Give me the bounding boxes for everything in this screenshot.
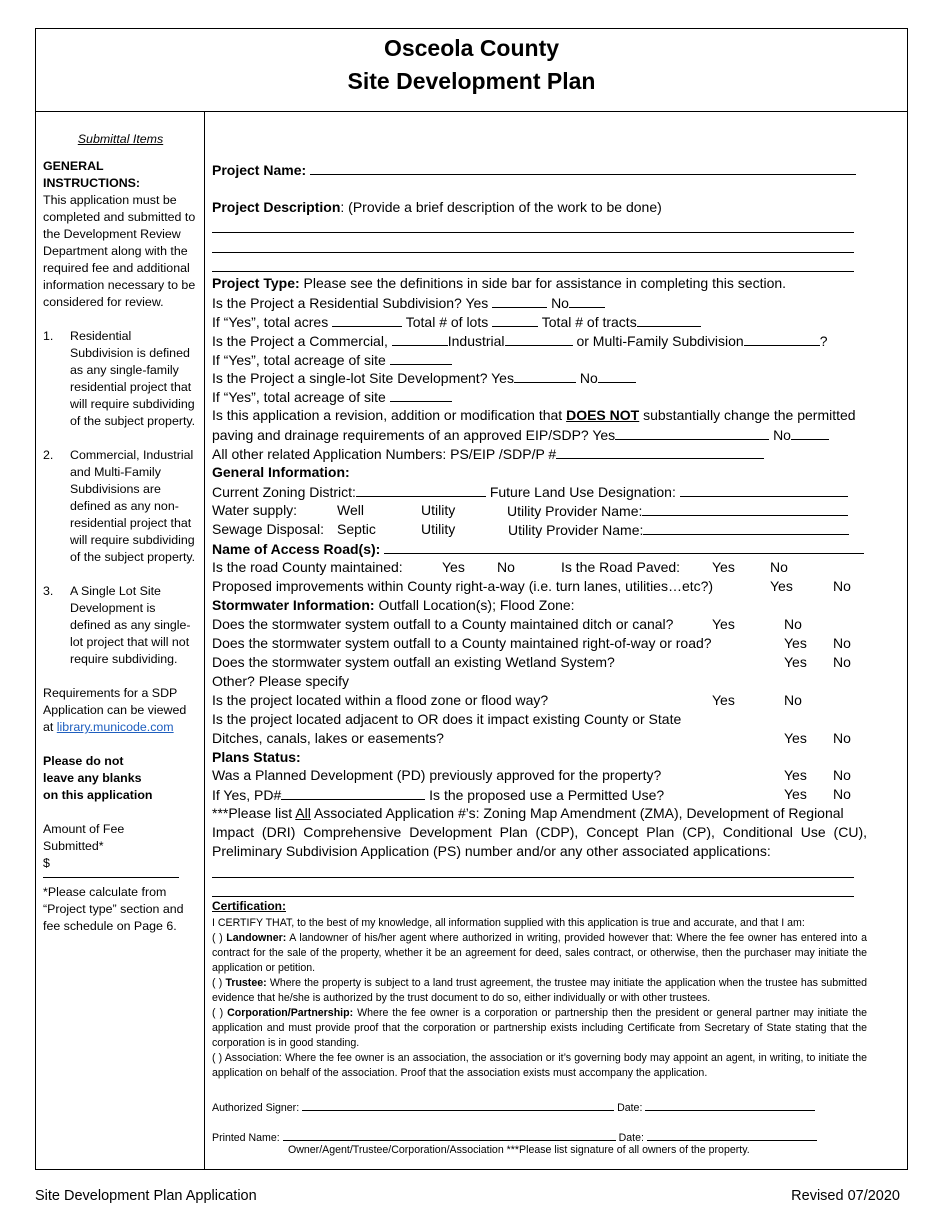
- no-blanks-note: Please do not leave any blanks on this application: [43, 754, 153, 802]
- project-type-row: Project Type: Please see the definitions in side bar for assistance in completing this section.: [212, 275, 787, 291]
- storm-q3: Does the stormwater system outfall an existing Wetland System?: [212, 654, 615, 670]
- form-title: Site Development Plan: [347, 68, 596, 94]
- pd-no[interactable]: No: [833, 767, 851, 783]
- corporation-clause: ( ) Corporation/Partnership: Where the fee owner is a corporation or partnership then the president or general partner may initiate the application and must provide proof that the corporation or partnership exists including Certificate from Secretary of State stating that the corporation is in good standing.: [212, 1007, 867, 1049]
- single-lot-question: Is the Project a single-lot Site Development? Yes No: [212, 368, 636, 388]
- storm-q3-yes[interactable]: Yes: [784, 654, 807, 670]
- municode-link[interactable]: library.municode.com: [56, 720, 174, 734]
- authorized-signer-row: Authorized Signer: Date:: [212, 1099, 815, 1114]
- access-road-field[interactable]: [384, 539, 864, 554]
- landowner-clause: ( ) Landowner: A landowner of his/her agent where authorized in writing, provided however that: Where the fee owner has entered into a contract for the sale of the property, whether it be an agreement for deed, sales contract, or otherwise, then the purchaser may initiate the application or petition.: [212, 932, 868, 974]
- road-county-no[interactable]: No: [497, 559, 515, 575]
- water-well-option[interactable]: Well: [337, 502, 364, 518]
- project-description-row: Project Description: (Provide a brief description of the work to be done): [212, 199, 662, 215]
- storm-q3-no[interactable]: No: [833, 654, 851, 670]
- fee-input-line[interactable]: [43, 877, 179, 878]
- certification-intro: I CERTIFY THAT, to the best of my knowledge, all information supplied with this application is true and accurate, and that I am:: [212, 917, 805, 929]
- definitions-list: [43, 328, 198, 668]
- authorized-signer-field[interactable]: [302, 1099, 614, 1111]
- fee-label: Amount of Fee Submitted*: [43, 822, 125, 853]
- residential-question: Is the Project a Residential Subdivision? Yes No: [212, 293, 605, 313]
- zoning-field[interactable]: [356, 482, 486, 497]
- other-specify: Other? Please specify: [212, 673, 349, 689]
- revision-question-cont: paving and drainage requirements of an approved EIP/SDP? Yes No: [212, 425, 829, 445]
- footer-revision: Revised 07/2020: [791, 1188, 900, 1204]
- association-checkbox[interactable]: ( ): [212, 1052, 223, 1064]
- total-acres-field[interactable]: [332, 312, 402, 327]
- total-tracts-field[interactable]: [637, 312, 701, 327]
- definition-item: 1. Residential Subdivision is defined as any single-family residential project that will require subdividing of the subject property.: [43, 329, 196, 428]
- printed-name-field[interactable]: [283, 1129, 616, 1141]
- industrial-field[interactable]: [505, 331, 573, 346]
- commercial-acreage-field[interactable]: [390, 350, 452, 365]
- single-no-field[interactable]: [598, 368, 636, 383]
- storm-q2-yes[interactable]: Yes: [784, 635, 807, 651]
- form-header: [36, 29, 907, 112]
- calc-note: *Please calculate from “Project type” section and fee schedule on Page 6.: [43, 885, 184, 933]
- storm-q1-no[interactable]: No: [784, 616, 802, 632]
- pd-yes[interactable]: Yes: [784, 767, 807, 783]
- pd-number-field[interactable]: [281, 785, 425, 800]
- water-provider-row: Utility Provider Name:: [507, 501, 848, 521]
- commercial-question: Is the Project a Commercial, Industrial or Multi-Family Subdivision ?: [212, 333, 828, 349]
- certification-heading: Certification:: [212, 899, 287, 913]
- description-line[interactable]: [212, 252, 854, 253]
- pd-number-row: If Yes, PD# Is the proposed use a Permitted Use?: [212, 787, 665, 803]
- improvements-question: Proposed improvements within County right-a-way (i.e. turn lanes, utilities…etc?): [212, 578, 714, 594]
- printed-name-row: Printed Name: Date:: [212, 1129, 817, 1144]
- signer-date-field[interactable]: [645, 1099, 815, 1111]
- road-county-yes[interactable]: Yes: [442, 559, 465, 575]
- description-line[interactable]: [212, 232, 854, 233]
- other-apps-row: All other related Application Numbers: PS/EIP /SDP/P #: [212, 444, 764, 464]
- flu-field[interactable]: [680, 482, 848, 497]
- res-yes-field[interactable]: [492, 293, 547, 308]
- flood-no[interactable]: No: [784, 692, 802, 708]
- commercial-acreage-row: If “Yes”, total acreage of site: [212, 350, 452, 370]
- project-name-field[interactable]: [310, 160, 856, 175]
- landowner-checkbox[interactable]: ( ): [212, 932, 223, 944]
- road-paved-yes[interactable]: Yes: [712, 559, 735, 575]
- acres-row: If “Yes”, total acres Total # of lots Total # of tracts: [212, 312, 701, 332]
- other-apps-field[interactable]: [556, 444, 764, 459]
- general-info-heading: General Information:: [212, 464, 350, 480]
- adjacent-no[interactable]: No: [833, 730, 851, 746]
- total-lots-field[interactable]: [492, 312, 538, 327]
- res-no-field[interactable]: [569, 293, 605, 308]
- revision-yes-field[interactable]: [615, 425, 769, 440]
- water-supply-label: Water supply:: [212, 502, 298, 518]
- assoc-apps-text-cont: Impact (DRI) Comprehensive Development Plan (CDP), Concept Plan (CP), Conditional Use (CU),: [212, 824, 867, 840]
- owner-note: Owner/Agent/Trustee/Corporation/Association ***Please list signature of all owners of the property.: [288, 1144, 750, 1156]
- sewage-utility-option[interactable]: Utility: [421, 521, 456, 537]
- footer-form-name: Site Development Plan Application: [35, 1188, 257, 1204]
- form-frame: [35, 28, 908, 1170]
- pd-question: Was a Planned Development (PD) previously approved for the property?: [212, 767, 662, 783]
- printed-date-field[interactable]: [647, 1129, 817, 1141]
- storm-q2-no[interactable]: No: [833, 635, 851, 651]
- water-utility-option[interactable]: Utility: [421, 502, 456, 518]
- zoning-row: Current Zoning District: Future Land Use Designation:: [212, 482, 848, 502]
- corporation-checkbox[interactable]: ( ): [212, 1007, 224, 1019]
- multifamily-field[interactable]: [744, 331, 820, 346]
- sewage-provider-field[interactable]: [643, 520, 849, 535]
- storm-q1-yes[interactable]: Yes: [712, 616, 735, 632]
- association-clause: ( ) Association: Where the fee owner is an association, the association or it’s governing body may appoint an agent, in writing, to initiate the application on behalf of the association. Proof that the association exists must accompany the application.: [212, 1052, 867, 1079]
- sidebar: [36, 111, 205, 1169]
- requirements-note: Requirements for a SDP Application can be viewed at library.municode.com: [43, 686, 187, 734]
- county-title: Osceola County: [383, 35, 560, 61]
- assoc-apps-text: ***Please list All Associated Application #’s: Zoning Map Amendment (ZMA), Development of Regional: [212, 805, 844, 821]
- project-name-row: Project Name:: [212, 160, 856, 180]
- improvements-yes[interactable]: Yes: [770, 578, 793, 594]
- sewage-label: Sewage Disposal:: [212, 521, 325, 537]
- sewage-provider-row: Utility Provider Name:: [508, 520, 849, 540]
- adjacent-question-cont: Ditches, canals, lakes or easements?: [212, 730, 444, 746]
- assoc-apps-line[interactable]: [212, 896, 854, 897]
- permitted-no[interactable]: No: [833, 786, 851, 802]
- road-county-question: Is the road County maintained:: [212, 559, 403, 575]
- assoc-apps-text-cont2: Preliminary Subdivision Application (PS) number and/or any other associated applications:: [212, 843, 771, 859]
- sewage-septic-option[interactable]: Septic: [337, 521, 376, 537]
- submittal-items-heading: Submittal Items: [77, 132, 164, 146]
- trustee-checkbox[interactable]: ( ): [212, 977, 223, 989]
- single-acreage-row: If “Yes”, total acreage of site: [212, 387, 452, 407]
- improvements-no[interactable]: No: [833, 578, 851, 594]
- trustee-clause: ( ) Trustee: Where the property is subject to a land trust agreement, the trustee may initiate the application when the trustee has submitted evidence that he/she is authorized by the trust document to do so, either individually or with other trustees.: [212, 977, 868, 1004]
- storm-q2: Does the stormwater system outfall to a County maintained right-of-way or road?: [212, 635, 712, 651]
- flood-yes[interactable]: Yes: [712, 692, 735, 708]
- permitted-yes[interactable]: Yes: [784, 786, 807, 802]
- access-road-row: Name of Access Road(s):: [212, 539, 864, 559]
- definition-item: 2. Commercial, Industrial and Multi-Family Subdivisions are defined as any non-residential project that will require subdividing of the subject property.: [43, 448, 196, 564]
- main-form: [212, 111, 907, 1169]
- description-line[interactable]: [212, 271, 854, 272]
- revision-question: Is this application a revision, addition or modification that DOES NOT substantially change the permitted: [212, 407, 856, 423]
- assoc-apps-line[interactable]: [212, 877, 854, 878]
- water-provider-field[interactable]: [642, 501, 848, 516]
- road-paved-question: Is the Road Paved:: [561, 559, 681, 575]
- commercial-field[interactable]: [392, 331, 448, 346]
- road-paved-no[interactable]: No: [770, 559, 788, 575]
- plans-status-heading: Plans Status:: [212, 749, 301, 765]
- adjacent-yes[interactable]: Yes: [784, 730, 807, 746]
- fee-symbol: $: [43, 856, 50, 870]
- general-instructions-title: GENERAL INSTRUCTIONS:: [43, 159, 141, 190]
- single-yes-field[interactable]: [514, 368, 576, 383]
- stormwater-heading: Stormwater Information: Outfall Location(s); Flood Zone:: [212, 597, 575, 613]
- general-instructions-text: This application must be completed and submitted to the Development Review Department along with the required fee and additional information necessary to be considered for review.: [43, 193, 196, 309]
- adjacent-question: Is the project located adjacent to OR does it impact existing County or State: [212, 711, 682, 727]
- revision-no-field[interactable]: [791, 425, 829, 440]
- single-acreage-field[interactable]: [390, 387, 452, 402]
- definition-item: 3. A Single Lot Site Development is defined as any single-lot project that will not require subdividing.: [43, 584, 191, 666]
- storm-q1: Does the stormwater system outfall to a County maintained ditch or canal?: [212, 616, 674, 632]
- flood-question: Is the project located within a flood zone or flood way?: [212, 692, 549, 708]
